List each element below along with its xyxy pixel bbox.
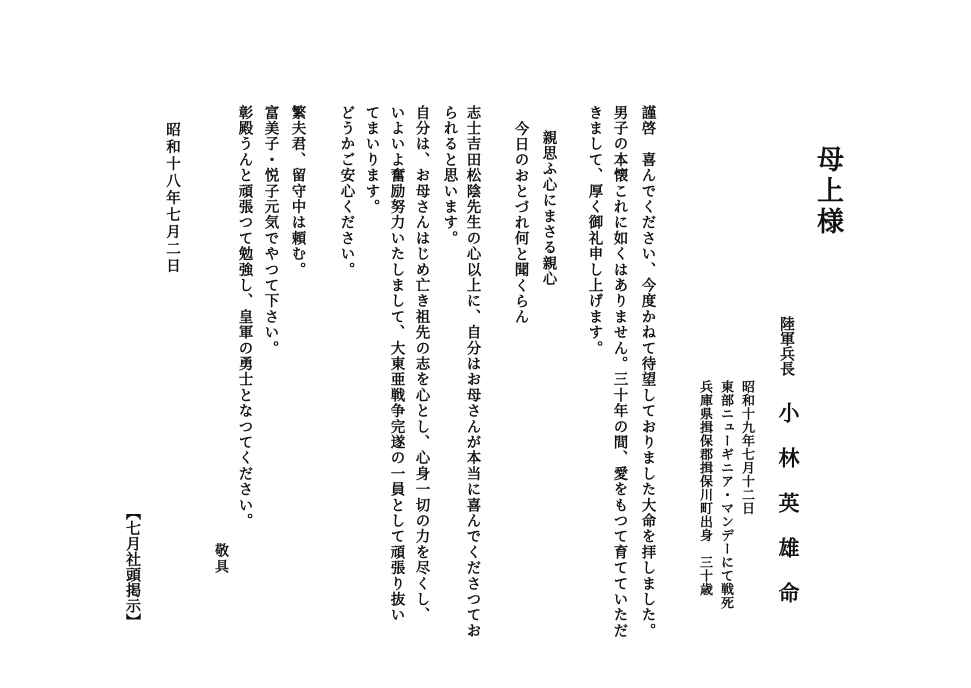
sender-name: 小林英雄命 [776,402,801,627]
letter-line: られると思います。 [441,105,459,247]
sender-rank: 陸軍兵長 [778,316,796,376]
letter-line: 志士吉田松陰先生の心以上に、自分はお母さんが本当に喜んでくださつてお [464,105,482,639]
sender-origin-age: 兵庫県揖保郡揖保川町出身 三十歳 [697,380,712,596]
letter-title: 母上様 [812,145,843,238]
letter-line: 男子の本懐これに如くはありません。三十年の間、愛をもつて育てていただ [611,105,629,639]
letter-line: 彰殿うんと頑張つて勉強し、皇軍の勇士となつてください。 [236,105,254,529]
letter-date: 昭和十八年七月二日 [164,122,181,275]
poem-line: 親思ふ心にまさる親心 [540,130,558,287]
letter-line: いよいよ奮励努力いたしまして、大東亜戦争完遂の一員として頑張り抜い [388,105,406,624]
letter-closing: 敬具 [213,543,229,575]
letter-line: てまいります。 [363,105,381,215]
letter-line: きまして、厚く御礼申し上げます。 [586,105,604,357]
letter-line: 謹啓 喜んでください、今度かねて待望しておりました大命を拝しました。 [639,105,657,639]
letter-line: 富美子・悦子元気でやつて下さい。 [262,105,280,357]
letter-line: どうかご安心ください。 [338,105,356,278]
sender-place-of-death: 東部ニューギニア・マンデーにて戦死 [718,380,733,610]
sender-date-of-death: 昭和十九年七月十二日 [739,380,754,515]
letter-line: 繁夫君、留守中は頼む。 [289,105,307,278]
letter-line: 自分は、お母さんはじめ亡き祖先の志を心とし、心身一切の力を尽くし、 [413,105,431,624]
shrine-caption: 【七月社頭掲示】 [124,505,142,629]
poem-line: 今日のおとづれ何と聞くらん [512,121,530,326]
